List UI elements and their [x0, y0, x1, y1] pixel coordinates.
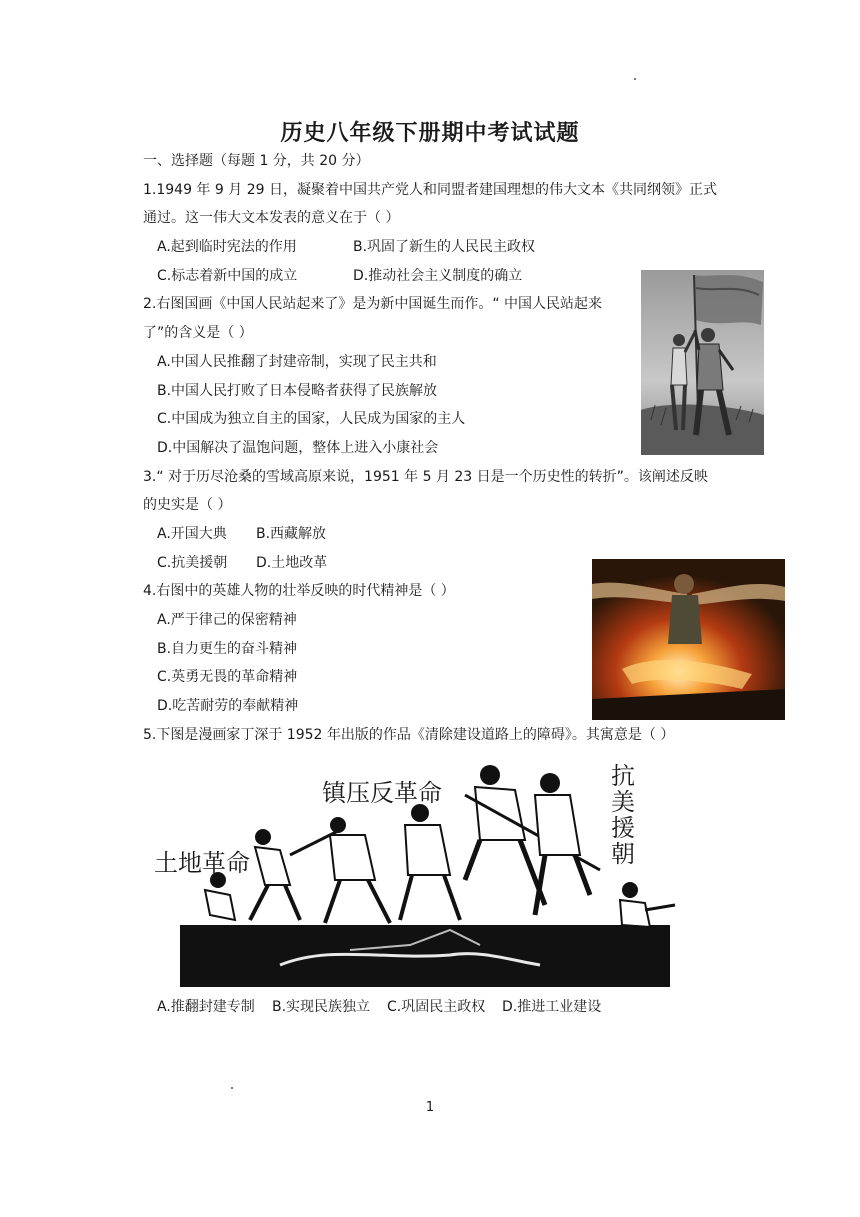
question-5-option-b: B.实现民族独立 — [272, 999, 371, 1015]
cartoon-label-counterrevolution: 镇压反革命 — [322, 779, 442, 807]
painting-people-stood-up — [641, 270, 764, 455]
question-1-line-2: 通过。这一伟大文本发表的意义在于（ ） — [143, 210, 400, 226]
question-2-line-2: 了”的含义是（ ） — [143, 325, 253, 341]
question-1-line-1: 1.1949 年 9 月 29 日，凝聚着中国共产党人和同盟者建国理想的伟大文本《共同纲领》正式 — [143, 182, 717, 198]
section-heading: 一、选择题（每题 1 分，共 20 分） — [143, 153, 370, 169]
question-5-line-1: 5.下图是漫画家丁深于 1952 年出版的作品《清除建设道路上的障碍》。其寓意是（ ） — [143, 727, 675, 743]
question-3-option-a: A.开国大典 — [157, 526, 227, 542]
question-2-option-a: A.中国人民推翻了封建帝制，实现了民主共和 — [157, 354, 437, 370]
question-3-line-2: 的史实是（ ） — [143, 497, 232, 513]
question-4-option-b: B.自力更生的奋斗精神 — [157, 641, 298, 657]
scan-dot — [634, 78, 636, 80]
page-number: 1 — [425, 1100, 435, 1115]
question-5-option-d: D.推进工业建设 — [502, 999, 602, 1015]
question-4-option-d: D.吃苦耐劳的奉献精神 — [157, 698, 299, 714]
exam-title: 历史八年级下册期中考试试题 — [280, 121, 580, 146]
question-3-line-1: 3.“ 对于历尽沧桑的雪域高原来说，1951 年 5 月 23 日是一个历史性的转折”。该阐述反映 — [143, 469, 708, 485]
question-2-option-b: B.中国人民打败了日本侵略者获得了民族解放 — [157, 383, 438, 399]
question-5-option-c: C.巩固民主政权 — [387, 999, 486, 1015]
cartoon-label-land-revolution: 土地革命 — [154, 849, 250, 877]
question-4-line-1: 4.右图中的英雄人物的壮举反映的时代精神是（ ） — [143, 583, 455, 599]
question-1-option-d: D.推动社会主义制度的确立 — [353, 268, 523, 284]
question-4-option-c: C.英勇无畏的革命精神 — [157, 669, 298, 685]
question-2-option-c: C.中国成为独立自主的国家，人民成为国家的主人 — [157, 411, 466, 427]
question-2-option-d: D.中国解决了温饱问题，整体上进入小康社会 — [157, 440, 439, 456]
question-2-line-1: 2.右图国画《中国人民站起来了》是为新中国诞生而作。“ 中国人民站起来 — [143, 296, 603, 312]
cartoon-label-resist-us-aid-korea: 抗美援朝 — [611, 762, 635, 868]
cartoon-clearing-obstacles — [150, 755, 680, 995]
question-3-option-c: C.抗美援朝 — [157, 555, 228, 571]
question-5-option-a: A.推翻封建专制 — [157, 999, 255, 1015]
question-3-option-d: D.土地改革 — [256, 555, 328, 571]
question-1-option-c: C.标志着新中国的成立 — [157, 268, 298, 284]
scan-dot — [231, 1087, 233, 1089]
question-4-option-a: A.严于律己的保密精神 — [157, 612, 297, 628]
question-1-option-a: A.起到临时宪法的作用 — [157, 239, 297, 255]
question-3-option-b: B.西藏解放 — [256, 526, 327, 542]
painting-hero — [592, 559, 785, 720]
question-1-option-b: B.巩固了新生的人民民主政权 — [353, 239, 536, 255]
